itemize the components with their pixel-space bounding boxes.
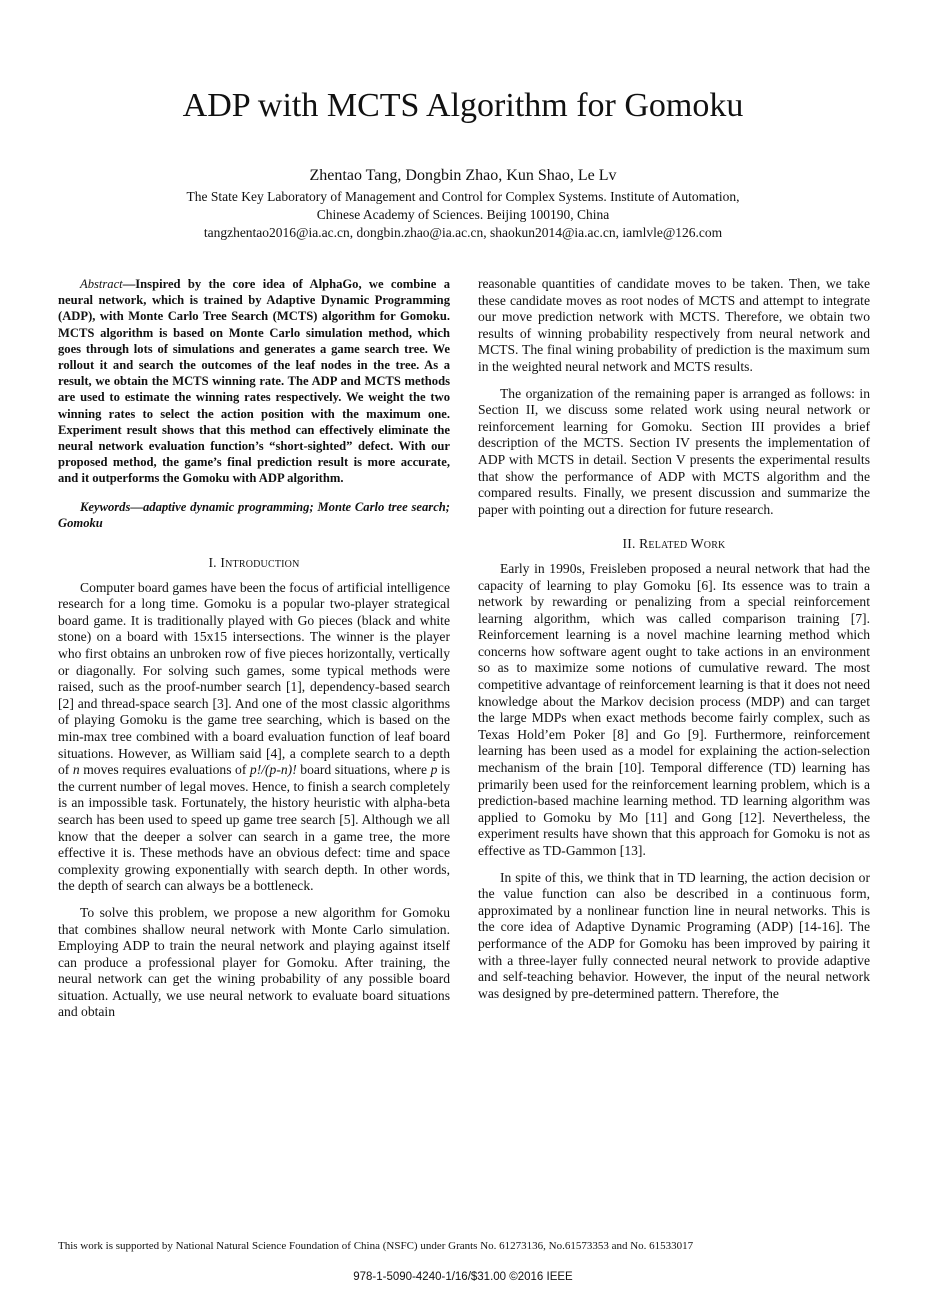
affiliation-line: Chinese Academy of Sciences. Beijing 100190, China	[316, 207, 610, 222]
copyright-footer: 978-1-5090-4240-1/16/$31.00 ©2016 IEEE	[353, 1271, 573, 1283]
section-heading-introduction: I. Introduction	[208, 555, 300, 571]
abstract	[58, 276, 450, 487]
section-heading-related-work: II. Related Work	[622, 536, 726, 552]
paper-title: ADP with MCTS Algorithm for Gomoku	[182, 87, 744, 124]
intro-paragraph: To solve this problem, we propose a new algorithm for Gomoku that combines shallow neural network with Monte Carlo simulation. Employing ADP to train the neural network and playing against itself can produce a professional player for Gomoku. After training, the neural network can get the wining probability of any possible board situation. Actually, we use neural network to evaluate board situations and obtain	[58, 904, 450, 1020]
keywords: Keywords—adaptive dynamic programming; Monte Carlo tree search; Gomoku	[58, 499, 450, 530]
affiliation-line: The State Key Laboratory of Management and Control for Complex Systems. Institute of Automation,	[186, 189, 740, 204]
funding-footnote: This work is supported by National Natural Science Foundation of China (NSFC) under Grants No. 61273136, No.61573353 and No. 61533017	[58, 1240, 694, 1252]
affiliation-block	[0, 188, 926, 242]
right-column	[478, 276, 870, 1012]
author-emails: tangzhentao2016@ia.ac.cn, dongbin.zhao@ia.ac.cn, shaokun2014@ia.ac.cn, iamlvle@126.com	[203, 225, 723, 240]
abstract-label: Abstract	[80, 277, 123, 291]
body-paragraph: reasonable quantities of candidate moves to be taken. Then, we take these candidate moves as root nodes of MCTS and attempt to integrate our move prediction network with MCTS. Therefore, we obtain two results of winning probability respectively from neural network and MCTS. The final wining probability of prediction is the maximum sum in the weighted neural network and MCTS results.	[478, 276, 870, 374]
left-column	[58, 276, 450, 1031]
intro-paragraph: Computer board games have been the focus of artificial intelligence research for a long time. Gomoku is a popular two-player strategical board game. It is traditionally played with Go pieces (black and white stone) on a board with 15x15 intersections. The winner is the player who first obtains an unbroken row of five pieces horizontally, vertically or diagonally. For solving such games, some typical methods were raised, such as the proof-number search [1], dependency-based search [2] and thread-space search [3]. And one of the most classic algorithms of playing Gomoku is the game tree searching, which is based on the min-max tree combined with a board evaluation function of leaf board situations. However, as William said [4], a complete search to a depth of n moves requires evaluations of p!/(p-n)! board situations, where p is the current number of legal moves. Hence, to finish a search completely is an impossible task. Fortunately, the history heuristic with alpha-beta search has been used to speed up game tree search [5]. Although we all know that the deeper a solver can search in a game tree, the more effective it is. These methods have an obvious defect: time and space complexity growing exponentially with search depth. In other words, the depth of search can always be a bottleneck.	[58, 579, 451, 894]
abstract-text: —Inspired by the core idea of AlphaGo, we combine a neural network, which is trained by Adaptive Dynamic Programming (ADP), with Monte Carlo Tree Search (MCTS) algorithm for Gomoku. MCTS algorithm is based on Monte Carlo simulation method, which goes through lots of simulations and generates a game search tree. We rollout it and search the outcomes of the leaf nodes in the tree. As a result, we obtain the MCTS winning rate. The ADP and MCTS methods are used to estimate the winning rates respectively. We weight the two winning rates to select the action position with the maximum one. Experiment result shows that this method can effectively eliminate the neural network evaluation function’s “short-sighted” defect. With our proposed method, the game’s final prediction result is more accurate, and it outperforms the Gomoku with ADP algorithm.	[58, 277, 450, 486]
related-paragraph: In spite of this, we think that in TD learning, the action decision or the value function can also be described in a continuous form, approximated by a nonlinear function line in neural networks. This is the core idea of Adaptive Dynamic Programing (ADP) [14-16]. The performance of the ADP for Gomoku has been improved by pairing it with a three-layer fully connected neural network to provide adaptive and self-teaching behavior. However, the input of the neural network was designed by pre-determined pattern. Therefore, the	[478, 869, 870, 1001]
related-paragraph: Early in 1990s, Freisleben proposed a neural network that had the capacity of learning to play Gomoku [6]. Its essence was to train a network by rewarding or penalizing from a special reinforcement learning algorithm, which was called comparison training [7]. Reinforcement learning is a novel machine learning method which concerns how software agent ought to take actions in an environment so as to maximize some notions of cumulative reward. The most competitive advantage of reinforcement learning is that it does not need knowledge about the Markov decision process (MDP) and can target the large MDPs when exact methods become fairly complex, such as Texas Hold’em Poker [8] and Go [9]. Furthermore, reinforcement learning has been used as a model for explaining the action-selection mechanism of the brain [10]. Temporal difference (TD) learning has primarily been used for the reinforcement learning problem, which is a prediction-based machine learning method. TD learning algorithm was applied to Gomoku by Mo [11] and Gong [12]. Nevertheless, the experiment results have shown that this approach for Gomoku is not as effective as TD-Gammon [13].	[478, 560, 870, 858]
author-list: Zhentao Tang, Dongbin Zhao, Kun Shao, Le Lv	[309, 167, 617, 184]
body-paragraph: The organization of the remaining paper is arranged as follows: in Section II, we discuss some related work using neural network or reinforcement learning for Gomoku. Section III provides a brief description of the MCTS. Section IV presents the implementation of ADP with MCTS in detail. Section V presents the experimental results that show the performance of ADP with MCTS algorithm and the compared results. Finally, we present discussion and summarize the paper with pointing out a direction for future research.	[478, 385, 870, 517]
